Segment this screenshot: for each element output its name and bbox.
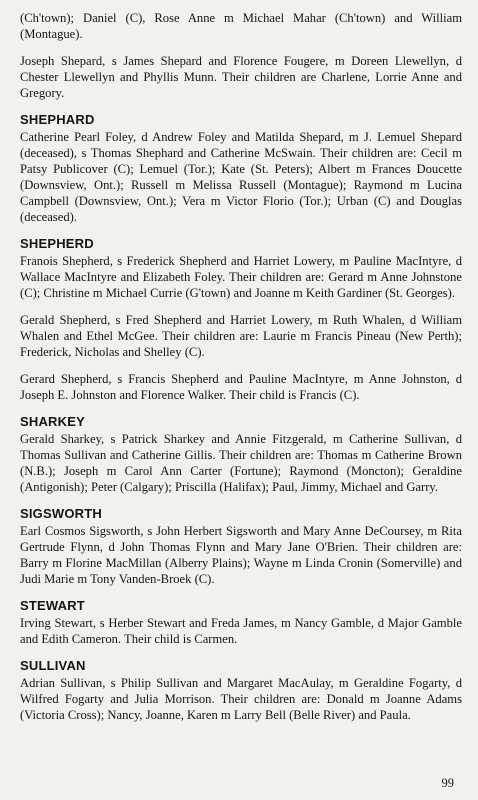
- family-entry: Irving Stewart, s Herber Stewart and Freda James, m Nancy Gamble, d Major Gamble and Edith Cameron. Their child is Carmen.: [20, 616, 462, 646]
- surname-heading: SHEPHERD: [20, 236, 94, 251]
- family-entry: Joseph Shepard, s James Shepard and Florence Fougere, m Doreen Llewellyn, d Chester Llewellyn and Phyllis Munn. Their children are Charlene, Lorrie Anne and Gregory.: [20, 54, 462, 100]
- surname-heading: SHEPHARD: [20, 112, 95, 127]
- family-entry: Earl Cosmos Sigsworth, s John Herbert Sigsworth and Mary Anne DeCoursey, m Rita Gertrude Flynn, d John Thomas Flynn and Mary Jane O'Brien. Their children are: Barry m Florine MacMillan (Alberry Plains); Wayne m Linda Cronin (Somerville) and Judi Marie m Tony Vanden-Broek (C).: [20, 524, 462, 586]
- family-entry: Franois Shepherd, s Frederick Shepherd and Harriet Lowery, m Pauline MacIntyre, d Wallace MacIntyre and Elizabeth Foley. Their children are: Gerard m Anne Johnstone (C); Christine m Michael Currie (G'town) and Joanne m Keith Gardiner (St. Georges).: [20, 254, 462, 300]
- family-entry: Gerald Shepherd, s Fred Shepherd and Harriet Lowery, m Ruth Whalen, d William Whalen and Ethel McGee. Their children are: Laurie m Francis Pineau (New Perth); Frederick, Nicholas and Shelley (C).: [20, 313, 462, 359]
- surname-heading: SIGSWORTH: [20, 506, 102, 521]
- family-entry: Gerard Shepherd, s Francis Shepherd and Pauline MacIntyre, m Anne Johnston, d Joseph E. Johnston and Florence Walker. Their child is Francis (C).: [20, 372, 462, 402]
- surname-heading: SULLIVAN: [20, 658, 86, 673]
- family-entry: Adrian Sullivan, s Philip Sullivan and Margaret MacAulay, m Geraldine Fogarty, d Wilfred Fogarty and Julia Morrison. Their children are: Donald m Joanne Adams (Victoria Cross); Nancy, Joanne, Karen m Larry Bell (Belle River) and Paula.: [20, 676, 462, 722]
- family-entry: Catherine Pearl Foley, d Andrew Foley and Matilda Shepard, m J. Lemuel Shepard (deceased), s Thomas Shephard and Catherine McSwain. Their children are: Cecil m Patsy Publicover (C); Lemuel (Tor.); Kate (St. Peters); Albert m Frances Doucette (Downsview, Ont.); Russell m Melissa Russell (Montague); Raymond m Lucina Campbell (Downsview, Ont.); Vera m Victor Florio (Tor.); Urban (C) and Douglas (deceased).: [20, 130, 462, 224]
- surname-heading: STEWART: [20, 598, 85, 613]
- page-content: [20, 10, 462, 723]
- family-entry: Gerald Sharkey, s Patrick Sharkey and Annie Fitzgerald, m Catherine Sullivan, d Thomas Sullivan and Catherine Gillis. Their children are: Thomas m Catherine Brown (N.B.); Joseph m Carol Ann Carter (Fortune); Raymond (Moncton); Geraldine (Antigonish); Peter (Calgary); Priscilla (Halifax); Paul, Jimmy, Michael and Garry.: [20, 432, 462, 494]
- family-entry: (Ch'town); Daniel (C), Rose Anne m Michael Mahar (Ch'town) and William (Montague).: [20, 11, 462, 41]
- surname-heading: SHARKEY: [20, 414, 85, 429]
- page-number: 99: [441, 776, 454, 790]
